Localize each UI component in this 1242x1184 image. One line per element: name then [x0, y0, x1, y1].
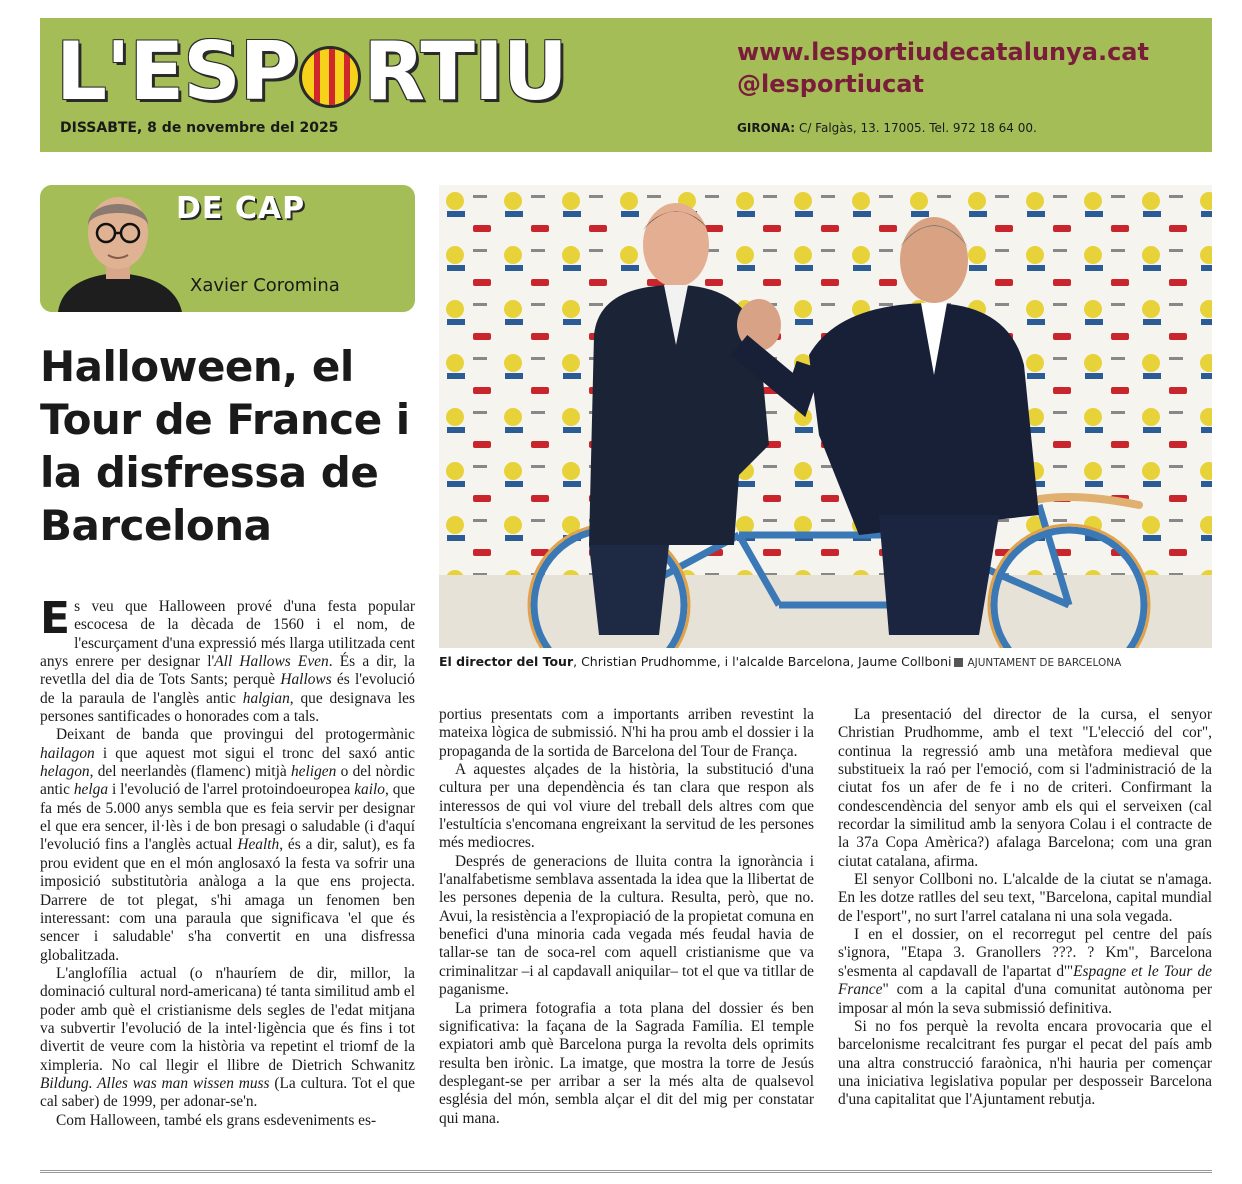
- paragraph: [40, 965, 415, 1112]
- text: o del nòrdic antic: [40, 763, 416, 799]
- paragraph: La primera fotografia a tota plana del dossier és ben significativa: la façana de la Sagrada Família. El temple expiatori amb què Barcelona purga la revolta dels oprimits resulta ben irònic. La imatge, que mostra la torre de Jesús desplegant-se per arribar a ser la més alta de qualsevol església del món, sembla alçar el dit del mig per constatar qui mana.: [439, 999, 814, 1127]
- text: i que aquest mot sigui el tronc del saxó antic: [94, 744, 415, 762]
- paragraph: [40, 593, 416, 726]
- article-headline: Halloween, el Tour de France i la disfressa de Barcelona: [40, 342, 410, 550]
- text-italic: heligen: [290, 763, 337, 781]
- paragraph: A aquestes alçades de la història, la substitució d'una cultura per una dependència és tan clara que respon als interessos de qui vol viure del treball dels altres com que l'estultícia s'encomana engreixant la servitud de les persones més mediocres.: [439, 761, 814, 852]
- credit-square-icon: [954, 658, 963, 667]
- caption-lead: El director del Tour: [439, 654, 574, 669]
- author-name: Xavier Coromina: [190, 275, 340, 296]
- text: , que fa més de 5.000 anys sembla que es feia servir per designar el que era sencer, il·lès i de bon presagi o saludable (i d'aquí l'evolució fins a l'anglès actual: [40, 781, 415, 854]
- paragraph: El senyor Collboni no. L'alcalde de la ciutat se n'amaga. En les dotze ratlles del seu text, "Barcelona, capital mundial de l'esport", no surt l'arrel catalana ni una sola vegada.: [838, 871, 1212, 925]
- text-italic: helga: [73, 781, 109, 799]
- text-italic: Hallows: [280, 671, 332, 689]
- website-url[interactable]: www.lesportiudecatalunya.cat: [737, 38, 1149, 66]
- logo-text-end: RTIU: [363, 25, 567, 118]
- address-detail: C/ Falgàs, 13. 17005. Tel. 972 18 64 00.: [798, 121, 1037, 135]
- text-italic: Espagne et le Tour de France: [838, 962, 1212, 999]
- paragraph: Després de generacions de lluita contra la ignorància i l'analfabetisme semblava assentada la idea que la llibertat de les persones depenia de la cultura. Resulta, però, que no. Avui, la resistència a l'expropiació de la propietat comuna en benefici d'una minoria cada vegada més feudal havia de tallar-se tan de soca-rel com aquell cristianisme que va criminalitzar –i al capdavall aniquilar– tot el que va titllar de paganisme.: [439, 852, 814, 999]
- article-column-3: [838, 706, 1212, 1110]
- photo-credit: AJUNTAMENT DE BARCELONA: [967, 657, 1122, 669]
- paragraph: La presentació del director de la cursa, el senyor Christian Prudhomme, amb el text "L'elecció del cor", continua la regressió amb una metàfora medieval que substitueix la raó per l'emoció, com si l'administració de la ciutat fos un afer de fe i no de criteri. Confirmant la condescendència del senyor amb els qui el serveixen (cal recordar la similitud amb la senyora Colau i el contracte de la 37a Copa Amèrica?) afalaga Barcelona; com una gran ciutat catalana, afirma.: [838, 706, 1212, 870]
- article-column-1: [40, 593, 416, 1130]
- text: (La cultura. Tot el que cal saber) de 1999, per adonar-se'n.: [40, 1074, 415, 1111]
- photo-illustration: [439, 185, 1212, 648]
- social-handle[interactable]: @lesportiucat: [737, 70, 924, 98]
- bottom-rule: [40, 1170, 1212, 1173]
- text-italic: Bildung. Alles was man wissen muss: [40, 1074, 270, 1092]
- text: " com a la capital d'una comunitat autònoma per imposar al món la seva submissió definitiva.: [838, 981, 1212, 1017]
- author-portrait: [48, 185, 188, 312]
- text: , que designava les persones santificades o honorades com a tals.: [40, 689, 415, 726]
- paragraph: [838, 926, 1212, 1018]
- text-italic: helagon: [40, 763, 90, 781]
- newspaper-logo: [56, 24, 567, 120]
- address-city: GIRONA:: [737, 121, 796, 135]
- text: i l'evolució de l'arrel protoindoeuropea: [108, 781, 355, 799]
- issue-date: DISSABTE, 8 de novembre del 2025: [60, 120, 339, 136]
- text: s veu que Halloween prové d'una festa popular escocesa de la dècada de 1560 i el nom, de l'escurçament d'una expressió més llarga utilitzada cent anys enrere per designar l': [40, 598, 415, 671]
- text: L'anglofília actual (o n'hauríem de dir, millor, la dominació cultural nord-americana) té tanta similitud amb el poder amb què el cristianisme dels segles de l'edat mitjana va subvertir l'evolució de la intel·ligència que és fins i tot divertit de veure com la història va repetint el triomf de la ximpleria. No cal llegir el llibre de Dietrich Schwanitz: [40, 964, 415, 1074]
- text: . És a dir, la revetlla del dia de Tots Sants; perquè: [40, 653, 415, 689]
- column-label: DE CAP: [176, 191, 306, 226]
- address-line: [737, 121, 1037, 135]
- text-italic: kailo: [354, 781, 385, 799]
- drop-cap: E: [40, 593, 71, 644]
- text-italic: Health: [237, 836, 280, 854]
- article-column-2: [439, 706, 814, 1128]
- paragraph: [40, 726, 415, 964]
- website-block: [737, 36, 1149, 100]
- paragraph: portius presentats com a importants arriben revestint la mateixa lògica de submissió. N'hi ha prou amb el dossier i la propaganda de la sortida de Barcelona del Tour de França.: [439, 706, 814, 760]
- text-italic: All Hallows Even: [214, 653, 329, 671]
- caption-text: , Christian Prudhomme, i l'alcalde Barcelona, Jaume Collboni: [573, 654, 952, 669]
- text: Deixant de banda que provingui del protogermànic: [56, 726, 415, 744]
- masthead: [40, 18, 1212, 152]
- text-italic: halgian: [242, 689, 290, 707]
- text: és l'evolució de la paraula de l'anglès antic: [40, 671, 416, 707]
- paragraph: Com Halloween, també els grans esdeveniments es-: [56, 1111, 377, 1129]
- article-photo: [439, 185, 1212, 648]
- column-header: [40, 185, 415, 312]
- logo-o-catalan-flag-icon: [299, 46, 361, 108]
- text: , del neerlandès (flamenc) mitjà: [89, 763, 291, 781]
- text-italic: hailagon: [40, 744, 95, 762]
- text: , és a dir, salut), es fa prou evident que en el món anglosaxó la festa va sofrir una imposició substitutòria anàloga a la que ens projecta. Darrere de tot plegat, s'hi amaga un fenomen ben interessant: com una paraula que significava 'el que és sencer i saludable' s'ha convertit en una disfressa globalitzada.: [40, 836, 415, 964]
- paragraph: Si no fos perquè la revolta encara provocaria que el barcelonisme recalcitrant fes purgar el pecat del país amb una altra construcció faraònica, n'hi hauria per començar una iniciativa legislativa popular per desposseir Barcelona d'una capitalitat que l'Ajuntament rebutja.: [838, 1017, 1212, 1109]
- logo-text-start: L'ESP: [56, 25, 298, 118]
- text: I en el dossier, on el recorregut pel centre del país s'ignora, "Etapa 3. Granollers ???. ? Km", Barcelona s'esmenta al capdavall de l'apartat d'": [838, 926, 1212, 980]
- photo-caption: [439, 654, 1212, 669]
